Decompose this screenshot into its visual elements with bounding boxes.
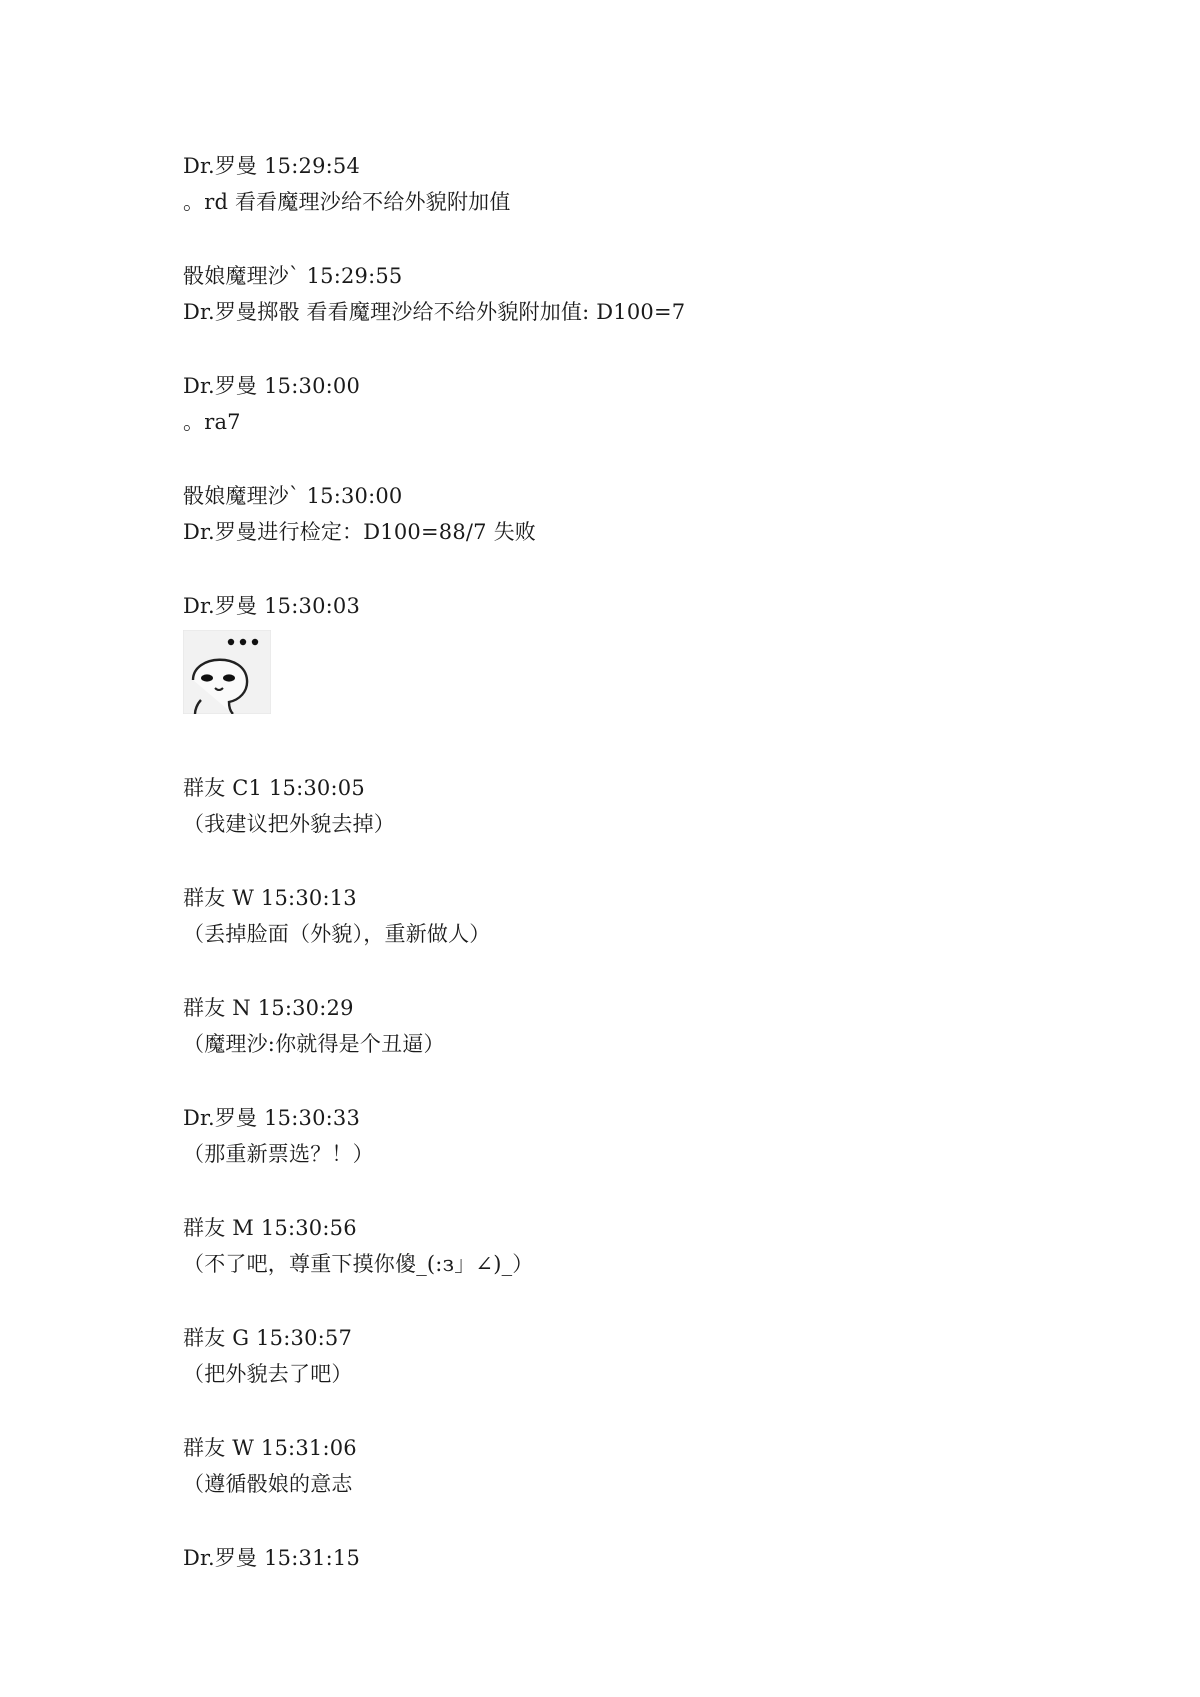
message-header: 骰娘魔理沙` 15:30:00: [183, 484, 403, 508]
chat-message: [183, 990, 1143, 1062]
message-body: Dr.罗曼进行检定：D100=88/7 失败: [183, 520, 536, 544]
chat-message: [183, 1430, 1143, 1502]
message-header: 骰娘魔理沙` 15:29:55: [183, 264, 403, 288]
message-header: 群友 W 15:31:06: [183, 1436, 357, 1460]
message-body: （遵循骰娘的意志: [183, 1472, 353, 1496]
message-header: 群友 G 15:30:57: [183, 1326, 353, 1350]
message-body: （那重新票选？！）: [183, 1142, 374, 1166]
message-header: Dr.罗曼 15:29:54: [183, 154, 361, 178]
message-body: 。rd 看看魔理沙给不给外貌附加值: [183, 190, 511, 214]
chat-message: [183, 1540, 1143, 1576]
chat-message: [183, 770, 1143, 842]
speechless-face-sticker-icon: [183, 630, 271, 714]
message-body: （丢掉脸面（外貌），重新做人）: [183, 922, 491, 946]
message-header: Dr.罗曼 15:30:03: [183, 594, 361, 618]
message-header: 群友 M 15:30:56: [183, 1216, 357, 1240]
chat-message: [183, 478, 1143, 550]
message-body: （不了吧，尊重下摸你傻_(:з」∠)_）: [183, 1252, 534, 1276]
chat-message: [183, 588, 1143, 714]
chat-log: [183, 148, 1143, 1614]
chat-message: [183, 1100, 1143, 1172]
message-header: 群友 C1 15:30:05: [183, 776, 365, 800]
chat-message: [183, 1320, 1143, 1392]
message-body: Dr.罗曼掷骰 看看魔理沙给不给外貌附加值: D100=7: [183, 300, 686, 324]
chat-message: [183, 1210, 1143, 1282]
message-header: 群友 W 15:30:13: [183, 886, 357, 910]
message-header: Dr.罗曼 15:31:15: [183, 1546, 361, 1570]
chat-message: [183, 258, 1143, 330]
message-body: （我建议把外貌去掉）: [183, 812, 395, 836]
message-header: Dr.罗曼 15:30:33: [183, 1106, 361, 1130]
message-body: （魔理沙:你就得是个丑逼）: [183, 1032, 445, 1056]
message-body: 。ra7: [183, 410, 241, 434]
message-body: （把外貌去了吧）: [183, 1362, 353, 1386]
message-header: Dr.罗曼 15:30:00: [183, 374, 361, 398]
chat-message: [183, 880, 1143, 952]
message-header: 群友 N 15:30:29: [183, 996, 354, 1020]
chat-message: [183, 148, 1143, 220]
chat-message: [183, 368, 1143, 440]
